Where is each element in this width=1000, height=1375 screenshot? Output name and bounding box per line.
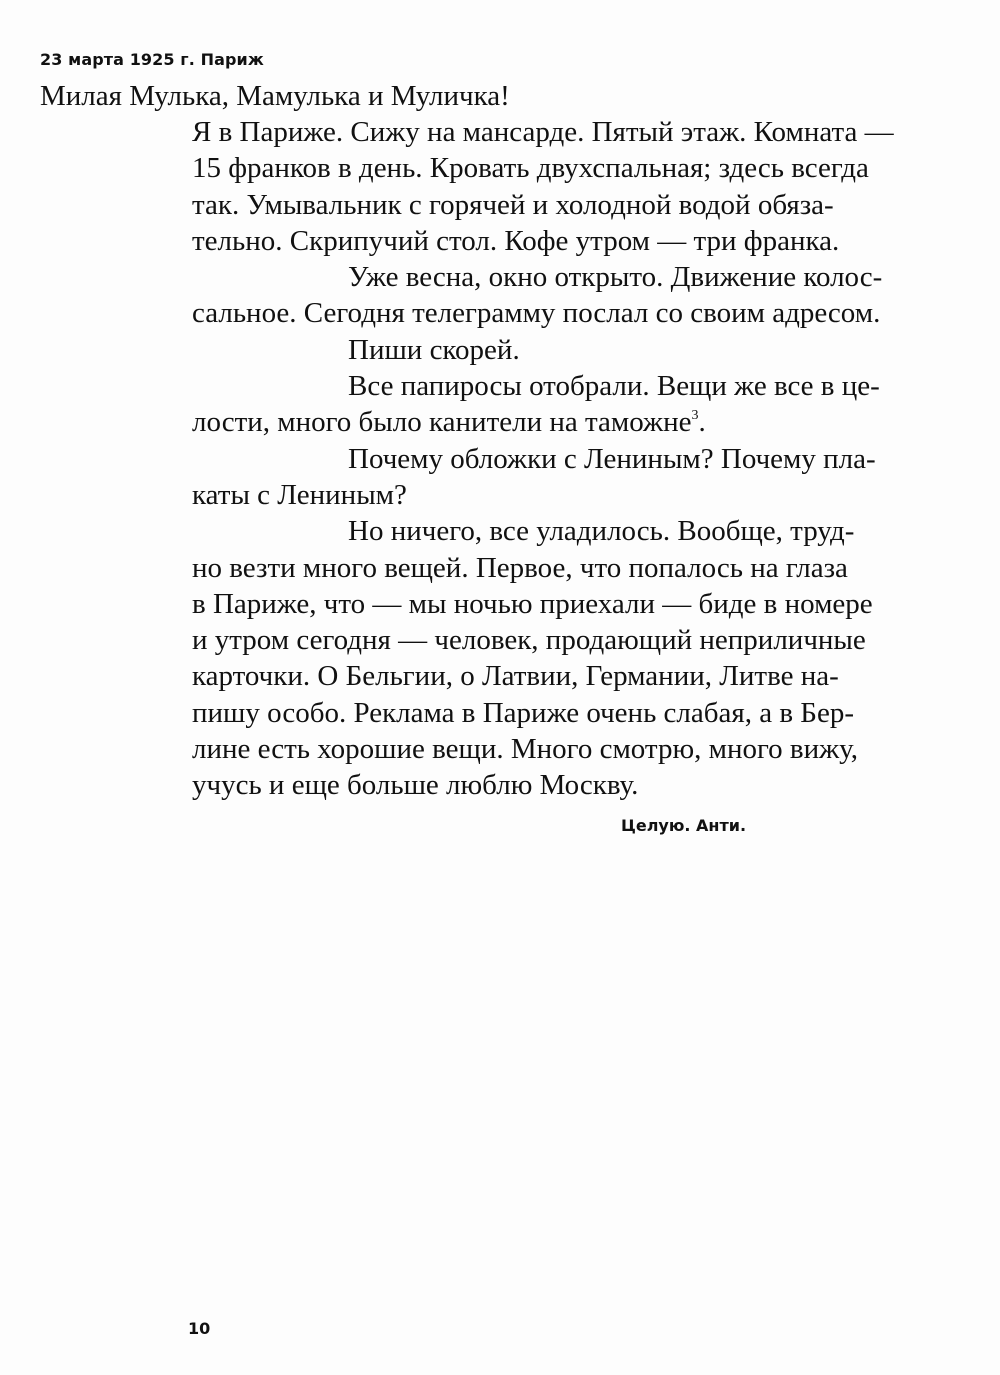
letter-line-with-footnote xyxy=(192,404,932,440)
letter-line: 15 франков в день. Кровать двухспальная; здесь всегда xyxy=(192,152,869,185)
letter-line-tail: . xyxy=(698,406,706,439)
letter-body xyxy=(192,114,932,804)
letter-line: так. Умывальник с горячей и холодной водой обяза- xyxy=(192,188,834,221)
dateline: 23 марта 1925 г. Париж xyxy=(40,50,264,69)
letter-line: учусь и еще больше люблю Москву. xyxy=(192,769,639,802)
footnote-marker[interactable]: 3 xyxy=(691,408,699,424)
letter-line: Почему обложки с Лениным? Почему пла- xyxy=(348,442,876,475)
salutation: Милая Мулька, Мамулька и Муличка! xyxy=(40,80,510,112)
letter-line: тельно. Скрипучий стол. Кофе утром — три франка. xyxy=(192,224,840,257)
letter-line: в Париже, что — мы ночью приехали — биде в номере xyxy=(192,587,873,620)
letter-line: но везти много вещей. Первое, что попалось на глаза xyxy=(192,551,848,584)
letter-line: карточки. О Бельгии, о Латвии, Германии, Литве на- xyxy=(192,660,839,693)
letter-line-text: лости, много было канители на таможне xyxy=(192,406,692,439)
signature: Целую. Анти. xyxy=(621,816,747,835)
letter-line: каты с Лениным? xyxy=(192,478,407,511)
letter-line: Уже весна, окно открыто. Движение колос- xyxy=(348,261,883,294)
letter-line: Я в Париже. Сижу на мансарде. Пятый этаж. Комната — xyxy=(192,116,894,148)
letter-line: и утром сегодня — человек, продающий неприличные xyxy=(192,624,866,657)
letter-line: Пиши скорей. xyxy=(348,333,520,366)
letter-line: Все папиросы отобрали. Вещи же все в це- xyxy=(348,370,880,403)
page-number: 10 xyxy=(188,1319,211,1338)
letter-line: лине есть хорошие вещи. Много смотрю, много вижу, xyxy=(192,733,859,766)
letter-line: пишу особо. Реклама в Париже очень слабая, а в Бер- xyxy=(192,696,854,729)
letter-line: Но ничего, все уладилось. Вообще, труд- xyxy=(348,515,855,548)
letter-line: сальное. Сегодня телеграмму послал со своим адресом. xyxy=(192,297,881,330)
